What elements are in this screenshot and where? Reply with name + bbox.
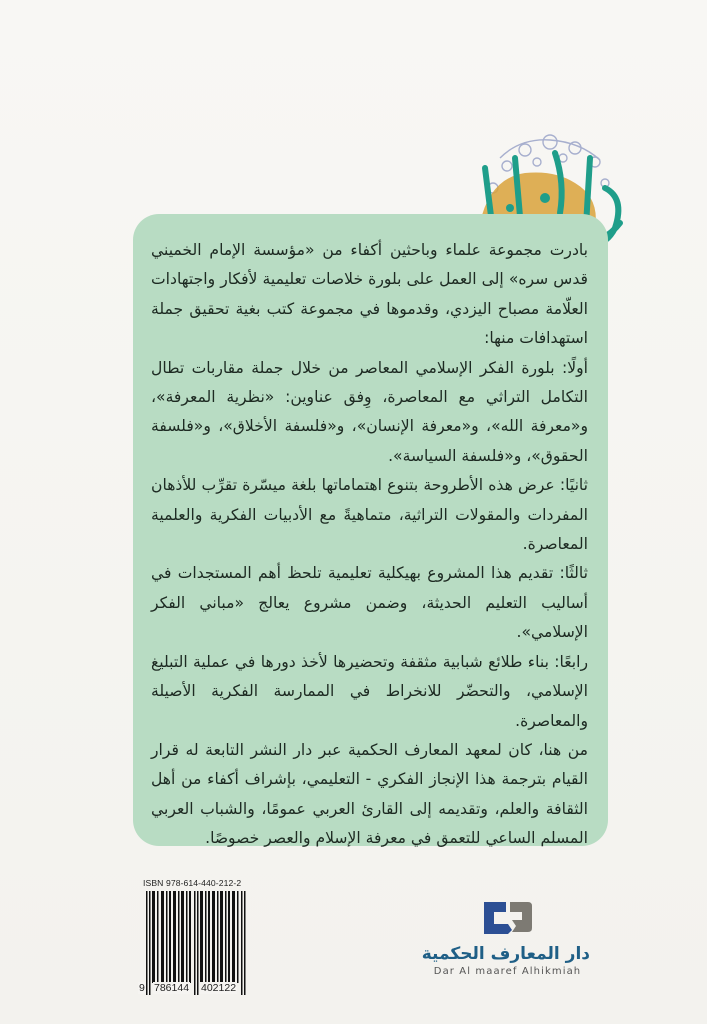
publisher-logo-icon [480,898,536,940]
blurb-point-third: ثالثًا: تقديم هذا المشروع بهيكلية تعليمية تلحظ أهم المستجدات في أساليب التعليم الحديثة، وضمن مشروع يعالج «مباني الفكر الإسلامي». [151,564,588,642]
blurb-intro-paragraph: بادرت مجموعة علماء وباحثين أكفاء من «مؤسسة الإمام الخميني قدس سره» إلى العمل على بلورة خلاصات تعليمية لأفكار واجتهادات العلّامة مصباح اليزدي، وقدموها في مجموعة كتب بغية تحقيق جملة استهدافات منها: [151,241,588,348]
publisher-name-english: Dar Al maaref Alhikmiah [433,966,582,977]
blurb-point-fourth: رابعًا: بناء طلائع شبابية مثقفة وتحضيرها لأخذ دورها في عملية التبليغ الإسلامي، والتحضّر للانخراط في الممارسة الفكرية الأصيلة والمعاصرة. [151,652,588,730]
barcode-right-digits: 402122 [201,982,237,994]
barcode-first-digit: 9 [139,982,145,994]
barcode-icon [140,891,252,995]
publisher-logo-block [421,898,590,977]
blurb-point-first: أولًا: بلورة الفكر الإسلامي المعاصر من خلال جملة مقاربات تطال التكامل التراثي مع المعاصرة، وِفق عناوين: «نظرية المعرفة»، و«معرفة الله»، و«معرفة الإنسان»، و«فلسفة الأخلاق»، و«فلسفة الحقوق»، و«فلسفة السياسة». [151,358,588,465]
isbn-barcode-block [140,878,258,996]
blurb-point-second: ثانيًا: عرض هذه الأطروحة بتنوع اهتماماتها بلغة ميسّرة تقرِّب للأذهان المفردات والمقولات التراثية، متماهيةً مع الأدبيات الفكرية والعلمية المعاصرة. [151,476,588,554]
isbn-label: ISBN 978-614-440-212-2 [143,878,242,888]
barcode-left-digits: 786144 [154,982,190,994]
blurb-text-box [133,214,608,846]
blurb-closing-paragraph: من هنا، كان لمعهد المعارف الحكمية عبر دار النشر التابعة له قرار القيام بترجمة هذا الإنجاز الفكري - التعليمي، بإشراف أكفاء من أهل الثقافة والعلم، وتقديمه إلى القارئ العربي عمومًا، والشباب العربي المسلم الساعي للتعمق في معرفة الإسلام والعصر خصوصًا. [151,740,588,848]
barcode-digits [140,982,258,996]
publisher-name-arabic: دار المعارف الحكمية [421,944,590,964]
